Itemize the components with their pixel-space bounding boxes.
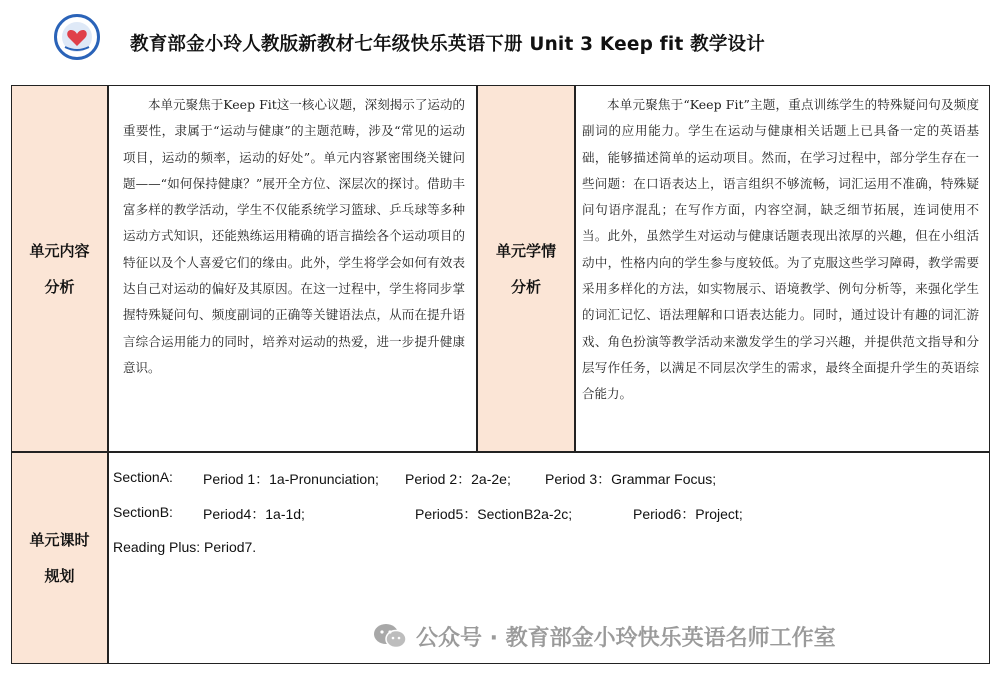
logo (54, 14, 100, 60)
reading-plus: Reading Plus: Period7. (113, 539, 257, 555)
divider (476, 86, 478, 452)
period-2: Period 2：2a-2e; (405, 471, 511, 487)
content-analysis-label-line1: 单元内容 (29, 241, 90, 260)
content-analysis-label-line2: 分析 (44, 277, 75, 296)
schedule-label (12, 453, 107, 663)
period-1: Period 1：1a-Pronunciation; (203, 471, 379, 487)
period-5: Period5：SectionB2a-2c; (415, 506, 573, 522)
watermark-text: 公众号 · 教育部金小玲快乐英语名师工作室 (416, 625, 836, 651)
learner-analysis-label (478, 86, 574, 451)
learner-analysis-text: 本单元聚焦于“Keep Fit”主题，重点训练学生的特殊疑问句及频度副词的应用能力。学生在运动与健康相关话题上已具备一定的英语基础，能够描述简单的运动项目。然而，在学习过程中，部分学生存在一些问题：在口语表达上，语言组织不够流畅，词汇运用不准确，特殊疑问句语序混乱；在写作方面，内容空洞，缺乏细节拓展，连词使用不当。此外，虽然学生对运动与健康话题表现出浓厚的兴趣，但在小组活动中，性格内向的学生参与度较低。为了克服这些学习障碍，教学需要采用多样化的方法，如实物展示、语境教学、例句分析等，来强化学生的词汇记忆、语法理解和口语表达能力。同时，通过设计有趣的词汇游戏、角色扮演等教学活动来激发学生的学习兴趣，并提供范文指导和分层写作任务，以满足不同层次学生的需求，最终全面提升学生的英语综合能力。 (582, 97, 979, 402)
divider (107, 86, 109, 663)
lesson-plan-table (11, 85, 990, 664)
learner-analysis-body (576, 86, 989, 451)
page-header (0, 0, 1000, 80)
schedule-label-line1: 单元课时 (29, 531, 90, 549)
wechat-icon (372, 622, 408, 650)
heart-logo-icon (57, 17, 97, 57)
period-3: Period 3：Grammar Focus; (545, 471, 717, 487)
period-4: Period4：1a-1d; (203, 506, 305, 522)
divider (574, 86, 576, 452)
watermark (372, 620, 836, 652)
section-b-label: SectionB: (113, 504, 173, 520)
page-title: 教育部金小玲人教版新教材七年级快乐英语下册 Unit 3 Keep fit 教学设计 (130, 34, 765, 55)
content-analysis-text: 本单元聚焦于Keep Fit这一核心议题，深刻揭示了运动的重要性，隶属于“运动与健康”的主题范畴，涉及“常见的运动项目，运动的频率，运动的好处”。单元内容紧密围绕关键问题——“如何保持健康？”展开全方位、深层次的探讨。借助丰富多样的教学活动，学生不仅能系统学习篮球、乒乓球等多种运动方式知识，还能熟练运用精确的语言描绘各个运动项目的特征以及个人喜爱它们的缘由。此外，学生将学会如何有效表达自己对运动的偏好及其原因。在这一过程中，学生将同步掌握特殊疑问句、频度副词的正确等关键语法点，从而在提升语言综合运用能力的同时，培养对运动的热爱，进一步提升健康意识。 (123, 97, 465, 375)
period-6: Period6：Project; (633, 506, 743, 522)
learner-analysis-label-line1: 单元学情 (495, 241, 556, 260)
schedule-label-line2: 规划 (44, 567, 75, 585)
divider (12, 451, 989, 453)
section-a-label: SectionA: (113, 469, 173, 485)
learner-analysis-label-line2: 分析 (510, 277, 541, 296)
content-analysis-label (12, 86, 107, 451)
content-analysis-body (109, 86, 477, 451)
